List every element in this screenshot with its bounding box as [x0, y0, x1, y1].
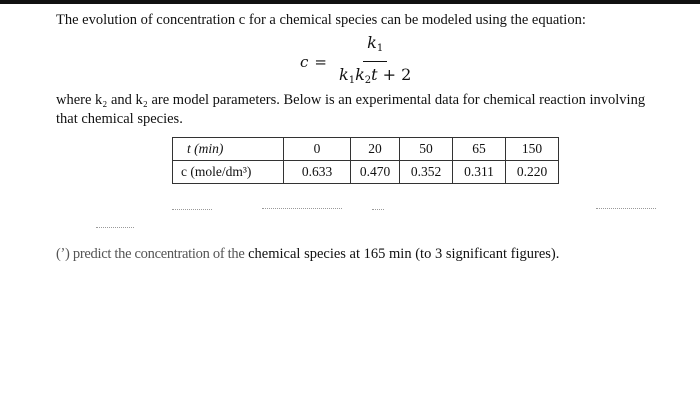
numerator-k: k [367, 32, 377, 52]
table-row [173, 138, 559, 161]
denominator-k2: k [355, 64, 365, 84]
table-cell: 0.311 [453, 161, 506, 184]
scan-artifact [96, 227, 134, 229]
intro-paragraph: The evolution of concentration c for a chemical species can be modeled using the equation: [56, 12, 586, 28]
table-cell: 150 [506, 138, 559, 161]
scan-artifact [262, 208, 342, 210]
denominator-rest: + 2 [377, 64, 412, 84]
denominator-k2-sub: 2 [364, 74, 372, 86]
question-prefix: (ʼ) predict the concentration of the [56, 246, 245, 262]
row-label-c: c (mole/dm³) [173, 161, 284, 184]
denominator-k1: k [338, 64, 349, 84]
equation-numerator [363, 33, 387, 62]
scan-artifact [372, 209, 384, 211]
table-cell: 0.352 [400, 161, 453, 184]
description-paragraph: where k₂ and k₂ are model parameters. Below is an experimental data for chemical reaction involving that chemical species. [56, 92, 646, 127]
scan-artifact [172, 209, 212, 211]
row-label-t-text: t (min) [187, 141, 224, 156]
denominator-k1-sub: 1 [348, 74, 356, 86]
table-cell: 0 [284, 138, 351, 161]
table-cell: 20 [351, 138, 400, 161]
equation-fraction [335, 33, 415, 92]
equation-equals: = [314, 53, 327, 71]
row-label-t [173, 138, 284, 161]
equation-lhs: c [300, 53, 309, 71]
table-cell: 65 [453, 138, 506, 161]
table-cell: 0.220 [506, 161, 559, 184]
table-cell: 0.470 [351, 161, 400, 184]
model-equation [300, 34, 415, 90]
table-cell: 50 [400, 138, 453, 161]
top-border [0, 0, 700, 4]
table-row [173, 161, 559, 184]
question-rest: chemical species at 165 min (to 3 significant figures). [244, 246, 560, 262]
equation-denominator [335, 62, 415, 92]
experimental-data-table [172, 137, 559, 184]
denominator-t: t [371, 64, 378, 84]
question-text [56, 246, 559, 263]
table-cell: 0.633 [284, 161, 351, 184]
numerator-sub: 1 [376, 42, 384, 54]
scan-artifact [596, 208, 656, 210]
